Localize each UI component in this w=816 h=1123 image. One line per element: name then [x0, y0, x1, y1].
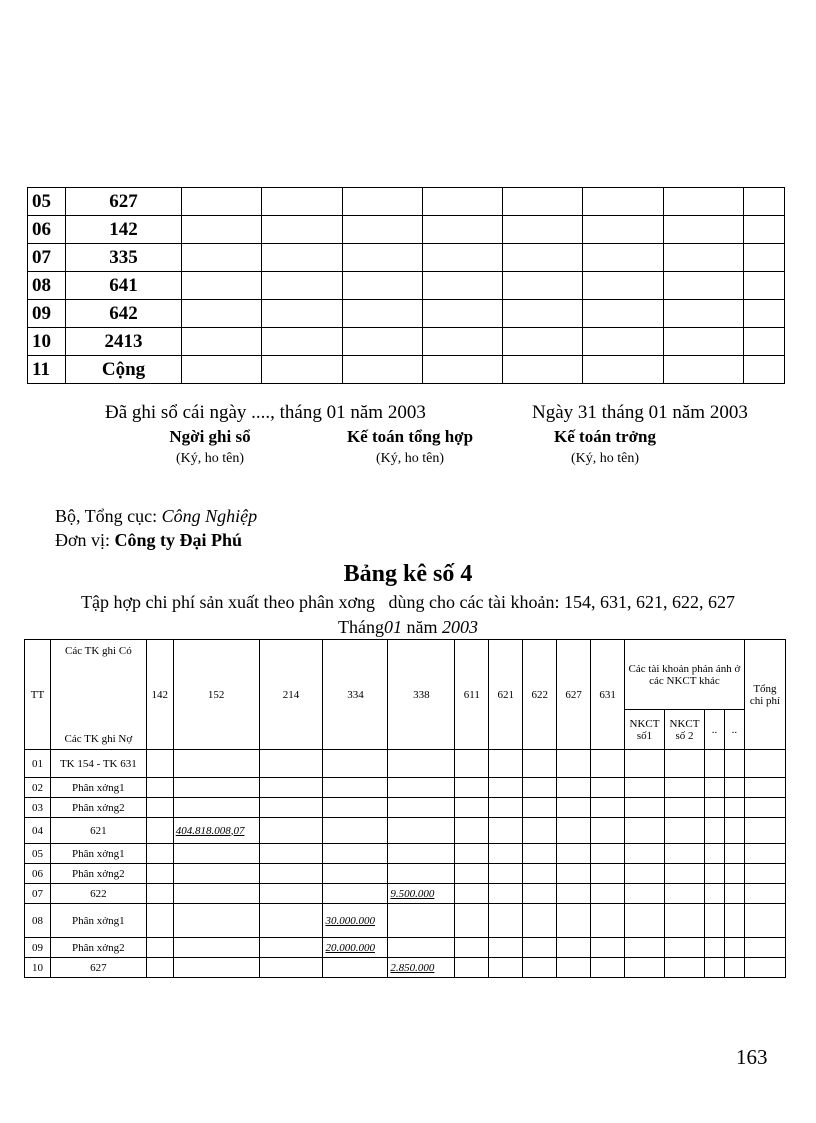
value-338: 9.500.000 [388, 884, 455, 904]
general-accountant-sign-note: (Ký, ho tên) [375, 451, 445, 466]
row-number: 10 [28, 328, 66, 356]
month-prefix: Tháng [338, 617, 384, 637]
table-row [25, 884, 786, 904]
table-row [28, 356, 785, 384]
report-subtitle: Tập hợp chi phí sản xuất theo phân xơng dùng cho các tài khoản: 154, 631, 621, 622, 627 [81, 592, 735, 612]
table-row [25, 904, 786, 938]
col-header-627: 627 [557, 640, 591, 750]
account-code: 142 [66, 216, 182, 244]
header-row [25, 640, 786, 710]
table-row [28, 244, 785, 272]
row-number: 02 [25, 778, 51, 798]
row-label: 621 [50, 818, 146, 844]
row-number: 08 [28, 272, 66, 300]
unit-line [55, 530, 242, 551]
account-code: Cộng [66, 356, 182, 384]
row-number: 07 [28, 244, 66, 272]
tt-header: TT [25, 640, 51, 750]
row-label: Phân xởng2 [50, 798, 146, 818]
row-number: 05 [25, 844, 51, 864]
col-header-214: 214 [259, 640, 323, 750]
year-value: 2003 [441, 617, 478, 637]
ministry-line [55, 506, 257, 527]
chief-accountant-signature-block [530, 427, 680, 467]
chief-accountant-sign-note: (Ký, ho tên) [570, 451, 640, 466]
col-header-631: 631 [591, 640, 625, 750]
row-number: 04 [25, 818, 51, 844]
account-code: 641 [66, 272, 182, 300]
table-row [28, 328, 785, 356]
row-number: 06 [25, 864, 51, 884]
table-row [25, 778, 786, 798]
row-number: 10 [25, 958, 51, 978]
row-number: 05 [28, 188, 66, 216]
table-row [25, 938, 786, 958]
expense-summary-table [24, 639, 786, 978]
writer-signature-block [140, 427, 280, 467]
debit-header: Các TK ghi Nợ [64, 732, 133, 745]
row-label: Phân xởng2 [50, 938, 146, 958]
table-row [28, 216, 785, 244]
account-code: 335 [66, 244, 182, 272]
col-header-152: 152 [173, 640, 259, 750]
table-row [25, 798, 786, 818]
month-value: 01 [383, 617, 402, 637]
page-number: 163 [736, 1045, 768, 1069]
row-label: Phân xởng1 [50, 844, 146, 864]
writer-sign-note: (Ký, ho tên) [175, 451, 245, 466]
writer-title: Ngời ghi sổ [169, 427, 251, 446]
table-row [25, 958, 786, 978]
value-152: 404.818.008,07 [173, 818, 259, 844]
nkct-2-header: NKCT số 2 [665, 710, 705, 750]
table-row [25, 864, 786, 884]
row-number: 09 [25, 938, 51, 958]
ministry-label: Bộ, Tổng cục: [55, 506, 158, 526]
general-accountant-title: Kế toán tổng hợp [346, 427, 474, 446]
ministry-value: Công Nghiệp [161, 506, 258, 526]
row-number: 03 [25, 798, 51, 818]
row-label: Phân xởng1 [50, 904, 146, 938]
nkct-more-header: .. [724, 710, 744, 750]
col-header-338: 338 [388, 640, 455, 750]
col-header-142: 142 [146, 640, 173, 750]
table-row [25, 818, 786, 844]
report-date-line: Ngày 31 tháng 01 năm 2003 [532, 402, 748, 423]
general-accountant-signature-block [330, 427, 490, 467]
chief-accountant-title: Kế toán trởng [554, 427, 656, 446]
row-label: Phân xởng2 [50, 864, 146, 884]
row-label: Phân xởng1 [50, 778, 146, 798]
nkct-more-header: .. [704, 710, 724, 750]
year-prefix: năm [406, 617, 438, 637]
row-number: 07 [25, 884, 51, 904]
recorded-date-line: Đã ghi sổ cái ngày ...., tháng 01 năm 2003 [105, 402, 426, 423]
diagonal-header-cell [50, 640, 146, 750]
row-number: 09 [28, 300, 66, 328]
row-label: 622 [50, 884, 146, 904]
unit-label: Đơn vị: [55, 530, 111, 550]
row-number: 11 [28, 356, 66, 384]
report-month-line [0, 617, 816, 638]
account-code: 627 [66, 188, 182, 216]
table-row [25, 750, 786, 778]
value-334: 30.000.000 [323, 904, 388, 938]
cell [182, 188, 262, 216]
account-code: 2413 [66, 328, 182, 356]
total-header: Tổng chi phí [744, 640, 785, 750]
value-334: 20.000.000 [323, 938, 388, 958]
table-row [25, 844, 786, 864]
row-label: TK 154 - TK 631 [50, 750, 146, 778]
top-account-table [27, 187, 785, 384]
row-number: 01 [25, 750, 51, 778]
table-row [28, 272, 785, 300]
value-338: 2.850.000 [388, 958, 455, 978]
row-number: 08 [25, 904, 51, 938]
nkct-1-header: NKCT số1 [625, 710, 665, 750]
credit-header: Các TK ghi Có [64, 644, 132, 657]
col-header-621: 621 [489, 640, 523, 750]
account-code: 642 [66, 300, 182, 328]
table-row [28, 188, 785, 216]
row-number: 06 [28, 216, 66, 244]
other-nkct-group-header: Các tài khoản phản ánh ở các NKCT khác [625, 640, 745, 710]
table-row [28, 300, 785, 328]
col-header-334: 334 [323, 640, 388, 750]
col-header-622: 622 [523, 640, 557, 750]
col-header-611: 611 [455, 640, 489, 750]
unit-value: Công ty Đại Phú [114, 530, 243, 550]
report-title: Bảng kê số 4 [343, 561, 473, 587]
row-label: 627 [50, 958, 146, 978]
